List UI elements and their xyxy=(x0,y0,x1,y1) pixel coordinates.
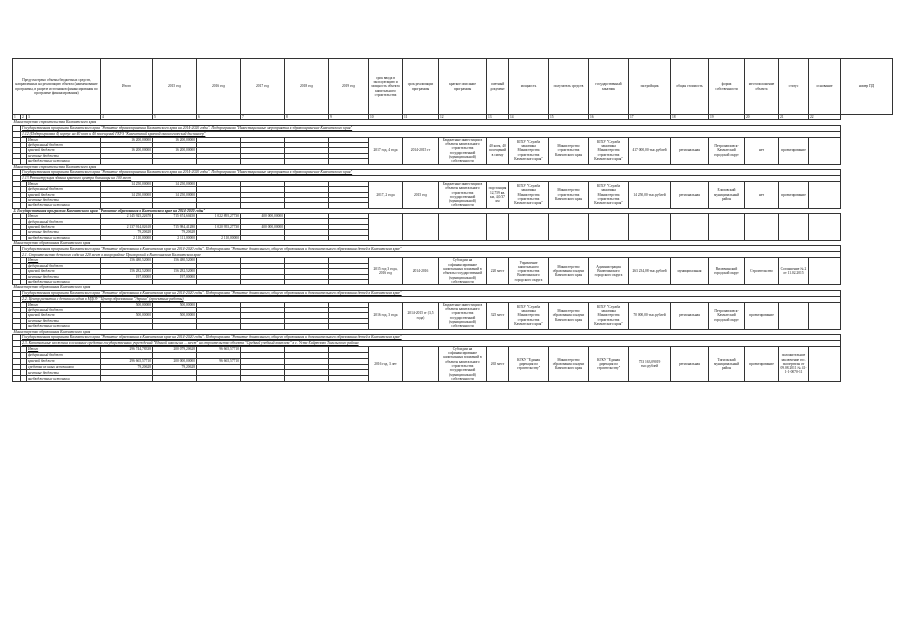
detail-cell: Соглашение № 2 от 11.02.2015 xyxy=(779,258,809,285)
funding-amount: 197,00000 xyxy=(101,274,153,279)
detail-cell: Вилючинский городской округ xyxy=(709,258,745,285)
detail-cell xyxy=(403,346,439,381)
funding-amount xyxy=(101,376,153,382)
funding-amount: 2 137 914,02618 xyxy=(101,224,153,229)
funding-amount: 1 022 895,27730 xyxy=(197,214,241,219)
column-number: 10 xyxy=(369,115,403,120)
funding-amount: 200 000,00000 xyxy=(153,358,197,364)
detail-cell: КГКУ "Единая дирекция по строительству" xyxy=(509,346,549,381)
detail-cell: Министерство образования и науки Камчатского края xyxy=(549,258,589,285)
funding-source-label: федеральный бюджет xyxy=(27,307,101,312)
detail-cell: 2016 год, 3 лет xyxy=(369,346,403,381)
funding-row xyxy=(13,346,893,352)
funding-amount: 156 282,52000 xyxy=(153,269,197,274)
detail-cell xyxy=(809,258,841,285)
detail-cell: Строительство xyxy=(745,258,779,285)
funding-source-label: краевой бюджет xyxy=(27,269,101,274)
funding-amount: 400 000,00000 xyxy=(241,214,285,219)
funding-source-label: федеральный бюджет xyxy=(27,352,101,358)
funding-source-label: федеральный бюджет xyxy=(27,219,101,224)
object-label: 1.13 Реконструкция здания краевого центра больницы на 100 мест xyxy=(21,175,841,181)
funding-amount xyxy=(153,376,197,382)
detail-cell: 2017, 2 года xyxy=(369,181,403,208)
detail-cell: КГБУ "Служба заказчика Министерства строительства Камчатского края" xyxy=(589,181,629,208)
program-label: Государственная программа Камчатского края "Развитие образования в Камчатском крае на 2014-2020 годы". Подпрограмма "Развитие дошкольного, общего образования и дополнительного образования детей в Камчатском крае" xyxy=(21,246,841,252)
funding-amount: 14 250,00000 xyxy=(153,181,197,186)
funding-amount: 14 250,00000 xyxy=(153,192,197,197)
detail-cell: проектирование xyxy=(745,346,779,381)
funding-amount: 156 282,52000 xyxy=(101,269,153,274)
funding-source-label: местные бюджеты xyxy=(27,274,101,279)
funding-amount: 156 480,52000 xyxy=(153,258,197,263)
column-number: 1 xyxy=(13,115,21,120)
detail-cell xyxy=(671,214,709,241)
detail-cell: Министерство строительства Камчатского края xyxy=(549,181,589,208)
header-cell: 2015 год xyxy=(153,59,197,115)
header-cell: краткое описание программы xyxy=(439,59,487,115)
funding-amount: 2 111,00000 xyxy=(153,235,197,240)
funding-source-label: Итого xyxy=(27,214,101,219)
detail-cell: проектирование xyxy=(745,302,779,329)
funding-source-label: внебюджетные источники xyxy=(27,324,101,329)
column-number: 18 xyxy=(671,115,709,120)
detail-cell: 2014-2016 xyxy=(403,258,439,285)
funding-amount: 296 744,78338 xyxy=(101,346,153,352)
funding-source-label: Итого xyxy=(27,302,101,307)
funding-source-label: внебюджетные источники xyxy=(27,203,101,208)
funding-amount: 79,20628 xyxy=(101,230,153,235)
funding-source-label: Итого xyxy=(27,258,101,263)
header-cell: застройщик xyxy=(629,59,671,115)
funding-amount: 197,00000 xyxy=(153,274,197,279)
funding-amount: 96 665,57710 xyxy=(197,346,241,352)
ministry-label: Министерство образования Камчатского края xyxy=(13,241,841,246)
detail-cell xyxy=(629,214,671,241)
table-body xyxy=(13,120,893,382)
detail-cell: Бюджетные инвестиции в объекты капитального строительства государственной (муниципальной) собственности xyxy=(439,302,487,329)
funding-source-label: внебюджетные источники xyxy=(27,159,101,164)
detail-cell: Министерство образования и науки Камчатского края xyxy=(549,346,589,381)
ministry-label: 2. Государственная программа Камчатского края "Развитие образования в Камчатском крае на 2014-2020 годы" xyxy=(13,208,841,213)
detail-cell: Управление капитального строительства Вилючинского городского округа xyxy=(509,258,549,285)
funding-source-label: местные бюджеты xyxy=(27,198,101,203)
header-cell: государственный заказчик xyxy=(589,59,629,115)
detail-cell: 2015 год 3 года, 2016 год xyxy=(369,258,403,285)
funding-source-label: федеральный бюджет xyxy=(27,187,101,192)
detail-cell: 753 163,09019 тыс.рублей xyxy=(629,346,671,381)
funding-amount: 14 250,00000 xyxy=(101,181,153,186)
header-cell: срок ввода в эксплуатацию и мощность объекта капитального строительства xyxy=(369,59,403,115)
funding-amount: 715 674,60450 xyxy=(153,214,197,219)
header-cell: Итого xyxy=(101,59,153,115)
funding-amount: 200 079,20628 xyxy=(153,346,197,352)
detail-cell xyxy=(509,214,549,241)
detail-cell: проектирование xyxy=(779,137,809,164)
funding-source-label: местные бюджеты xyxy=(27,230,101,235)
column-number: 17 xyxy=(629,115,671,120)
funding-amount: 79,20628 xyxy=(153,364,197,370)
detail-cell: муниципальная xyxy=(671,258,709,285)
detail-cell: 220 мест xyxy=(487,258,509,285)
empty-cell xyxy=(329,376,369,382)
funding-source-label: краевой бюджет xyxy=(27,358,101,364)
detail-cell xyxy=(439,214,487,241)
detail-cell: Министерство строительства Камчатского края xyxy=(549,137,589,164)
column-number: 8 xyxy=(285,115,329,120)
detail-cell: Петропавловск-Камчатский городской округ xyxy=(709,137,745,164)
funding-source-label: средства из иных источников xyxy=(27,364,101,370)
funding-source-label: федеральный бюджет xyxy=(27,142,101,147)
header-cell: 2017 год xyxy=(241,59,285,115)
header-cell: срок реализации программы xyxy=(403,59,439,115)
detail-cell xyxy=(403,214,439,241)
ministry-label: Министерство образования Камчатского края xyxy=(13,285,841,290)
header-cell: 2016 год xyxy=(197,59,241,115)
header-cell: форма собственности xyxy=(709,59,745,115)
ministry-label: Министерство строительства Камчатского края xyxy=(13,164,841,169)
funding-amount: 500,00000 xyxy=(101,313,153,318)
funding-amount: 296 665,57710 xyxy=(101,358,153,364)
detail-cell xyxy=(809,137,841,164)
detail-cell: 70 000,00 тыс.рублей xyxy=(629,302,671,329)
object-label: 2.2. Центр развития с детским садом в МДОУ "Центр образования "Эврика" (проектные работы) xyxy=(21,296,841,302)
detail-cell: положительное заключение гос. экспертизы от 09.08.2011 № 41-1-1-0070-11 xyxy=(779,346,809,381)
object-label: 1.12 (Подпрограмма 4) корпус на 40 коек и 40 посещений ГБУЗ "Камчатский краевой онкологический диспансер" xyxy=(21,131,841,137)
funding-source-label: внебюджетные источники xyxy=(27,235,101,240)
program-label: Государственная программа Камчатского края "Развитие образования в Камчатском крае на 2014-2020 годы". Подпрограмма "Развитие дошкольного, общего образования и дополнительного образования детей в Камчатском крае" xyxy=(21,290,841,296)
detail-cell: КГБУ "Служба заказчика Министерства строительства Камчатского края" xyxy=(509,302,549,329)
funding-amount: 1 020 955,27730 xyxy=(197,224,241,229)
funding-source-label: местные бюджеты xyxy=(27,153,101,158)
column-number: 9 xyxy=(329,115,369,120)
detail-cell: 14 250,00 тыс.рублей xyxy=(629,181,671,208)
detail-cell: КГКУ "Единая дирекция по строительству" xyxy=(589,346,629,381)
header-cell: статус xyxy=(779,59,809,115)
header-cell: общая стоимость xyxy=(671,59,709,115)
detail-cell: региональная xyxy=(671,302,709,329)
funding-amount: 14 250,00000 xyxy=(101,192,153,197)
funding-amount: 16 200,00000 xyxy=(101,137,153,142)
detail-cell: региональная xyxy=(671,137,709,164)
detail-cell: КГБУ "Служба заказчика Министерства строительства Камчатского края" xyxy=(509,137,549,164)
detail-cell: 417 000,00 тыс.рублей xyxy=(629,137,671,164)
funding-source-label: краевой бюджет xyxy=(27,148,101,153)
indent-cell xyxy=(13,376,21,382)
program-label: Государственная программа Камчатского края "Развитие образования в Камчатском крае на 2014-2020 годы". Подпрограмма "Развитие дошкольного, общего образования и дополнительного образования детей в Камчатском крае" xyxy=(21,334,841,340)
column-number: 16 xyxy=(589,115,629,120)
column-number: 12 xyxy=(439,115,487,120)
funding-amount: 2 110,00000 xyxy=(101,235,153,240)
column-number: 6 xyxy=(197,115,241,120)
detail-cell: 2014-2015 гг xyxy=(403,137,439,164)
funding-source-label: Итого xyxy=(27,346,101,352)
funding-source-label: Итого xyxy=(27,181,101,186)
funding-amount: 715 984,41280 xyxy=(153,224,197,229)
header-cell: Предусмотрено объемы бюджетных средств, направленных на реализацию объекта (наименование программы, в разрезе источников финансирования по программе финансирования) xyxy=(13,59,101,115)
funding-amount: 16 200,00000 xyxy=(153,148,197,153)
funding-amount: 500,00000 xyxy=(153,302,197,307)
empty-cell xyxy=(285,376,329,382)
detail-cell: нет xyxy=(745,137,779,164)
column-number: 20 xyxy=(745,115,779,120)
header-cell: 2018 год xyxy=(285,59,329,115)
detail-cell xyxy=(809,302,841,329)
header-cell: сметный документ xyxy=(487,59,509,115)
funding-source-label: Итого xyxy=(27,137,101,142)
detail-cell: 2016 год, 3 года xyxy=(369,302,403,329)
detail-cell: региональная xyxy=(671,181,709,208)
detail-cell: Бюджетные инвестиции в объекты капитального строительства государственной (муниципальной) собственности xyxy=(439,181,487,208)
detail-cell: Елизовский муниципальный район xyxy=(709,181,745,208)
detail-cell: 2015 год xyxy=(403,181,439,208)
funding-amount: 500,00000 xyxy=(153,313,197,318)
detail-cell: Тигильский муниципальный район xyxy=(709,346,745,381)
header-cell: мощность xyxy=(509,59,549,115)
detail-cell xyxy=(779,302,809,329)
funding-amount: 500,00000 xyxy=(101,302,153,307)
detail-cell xyxy=(809,214,841,241)
column-number: 5 xyxy=(153,115,197,120)
header-cell: получатель средств xyxy=(549,59,589,115)
funding-source-label: краевой бюджет xyxy=(27,224,101,229)
detail-cell: 2014-2015 гг (3,5 года) xyxy=(403,302,439,329)
funding-source-label: местные бюджеты xyxy=(27,370,101,376)
funding-source-label: федеральный бюджет xyxy=(27,263,101,268)
funding-source-label: краевой бюджет xyxy=(27,313,101,318)
column-number: 21 xyxy=(779,115,809,120)
detail-cell xyxy=(745,214,779,241)
detail-cell: 40 коек, 40 посещений в смену xyxy=(487,137,509,164)
funding-amount: 2 145 925,22678 xyxy=(101,214,153,219)
detail-cell: Субсидии на софинансирование капитальных вложений в объекты капитального строительства государственной (муниципальной) собственности xyxy=(439,346,487,381)
detail-cell: КГБУ "Служба заказчика Министерства строительства Камчатского края" xyxy=(509,181,549,208)
detail-cell: Министерство образования и науки Камчатского края xyxy=(549,302,589,329)
funding-amount xyxy=(197,376,241,382)
detail-cell xyxy=(779,214,809,241)
funding-amount: 96 665,57710 xyxy=(197,358,241,364)
column-number: 13 xyxy=(487,115,509,120)
detail-cell: КГБУ "Служба заказчика Министерства строительства Камчатского края" xyxy=(589,137,629,164)
funding-source-label: местные бюджеты xyxy=(27,318,101,323)
funding-source-label: внебюджетные источники xyxy=(27,376,101,382)
header-row xyxy=(13,59,893,115)
detail-cell: Администрация Вилючинского городского округа xyxy=(589,258,629,285)
funding-row xyxy=(13,181,893,186)
detail-cell: 265 мест xyxy=(487,346,509,381)
program-label: Государственная программа Камчатского края "Развитие здравоохранения Камчатского края на 2014-2020 годы". Подпрограмма "Инвестиционные мероприятия в здравоохранение Камчатского края" xyxy=(21,169,841,175)
investment-table xyxy=(12,58,893,382)
column-number: 2 xyxy=(21,115,27,120)
column-number: 19 xyxy=(709,115,745,120)
funding-row xyxy=(13,137,893,142)
detail-cell: 263 234,08 тыс.рублей xyxy=(629,258,671,285)
funding-amount: 156 480,52000 xyxy=(101,258,153,263)
column-number: 11 xyxy=(403,115,439,120)
funding-source-label: внебюджетные источники xyxy=(27,279,101,284)
funding-amount: 79,20628 xyxy=(153,230,197,235)
funding-amount: 2 110,00000 xyxy=(197,235,241,240)
funding-amount: 400 000,00000 xyxy=(241,224,285,229)
detail-cell xyxy=(589,214,629,241)
program-label: Государственная программа Камчатского края "Развитие здравоохранения Камчатского края на 2014-2020 годы". Подпрограмма "Инвестиционные мероприятия в здравоохранение Камчатского края" xyxy=(21,125,841,131)
header-cell: основание xyxy=(809,59,841,115)
detail-cell: Бюджетные инвестиции в объекты капитального строительства государственной (муниципальной) собственности xyxy=(439,137,487,164)
detail-cell: региональная xyxy=(671,346,709,381)
header-cell: местоположение объекта xyxy=(745,59,779,115)
ministry-label: Министерство образования Камчатского края xyxy=(13,329,841,334)
header-cell: 2019 год xyxy=(329,59,369,115)
funding-amount: 16 200,00000 xyxy=(153,137,197,142)
detail-cell xyxy=(809,346,841,381)
funding-amount xyxy=(241,376,285,382)
column-number: 22 xyxy=(809,115,841,120)
column-number: 3 xyxy=(27,115,101,120)
ministry-label: Министерство строительства Камчатского края xyxy=(13,120,841,125)
detail-cell: Субсидии на софинансирование капитальных вложений в объекты государственной (муниципальной) собственности xyxy=(439,258,487,285)
funding-row xyxy=(13,302,893,307)
detail-cell: 325 мест xyxy=(487,302,509,329)
detail-cell: подстанция 12,759 кв. км, 4,0/37 км xyxy=(487,181,509,208)
detail-cell xyxy=(549,214,589,241)
column-number: 7 xyxy=(241,115,285,120)
column-number: 4 xyxy=(101,115,153,120)
object-label: 2.3. Капитальные вложения в основные средства государственных учреждений "Единой школы на ... мест" на строительство объекта "Средний учебный комплекс" в с. Усть-Хайрюзово Тигильского района xyxy=(21,340,841,346)
object-label: 2.1. Строительство детского сада на 220 мест в микрорайоне Приморский в Вилючинском Камчатском крае xyxy=(21,252,841,258)
detail-cell xyxy=(809,181,841,208)
detail-cell: 2017 год, 4 года xyxy=(369,137,403,164)
funding-amount: 16 200,00000 xyxy=(101,148,153,153)
detail-cell xyxy=(369,214,403,241)
column-number: 15 xyxy=(549,115,589,120)
detail-cell: КГБУ "Служба заказчика Министерства строительства Камчатского края" xyxy=(589,302,629,329)
funding-row xyxy=(13,258,893,263)
detail-cell: нет xyxy=(745,181,779,208)
detail-cell: проектирование xyxy=(779,181,809,208)
column-number: 14 xyxy=(509,115,549,120)
funding-row xyxy=(13,214,893,219)
detail-cell: Петропавловск-Камчатский городской округ xyxy=(709,302,745,329)
detail-cell xyxy=(709,214,745,241)
funding-source-label: краевой бюджет xyxy=(27,192,101,197)
header-cell: номер ПД xyxy=(841,59,893,115)
detail-cell xyxy=(487,214,509,241)
funding-amount: 79,20628 xyxy=(101,364,153,370)
